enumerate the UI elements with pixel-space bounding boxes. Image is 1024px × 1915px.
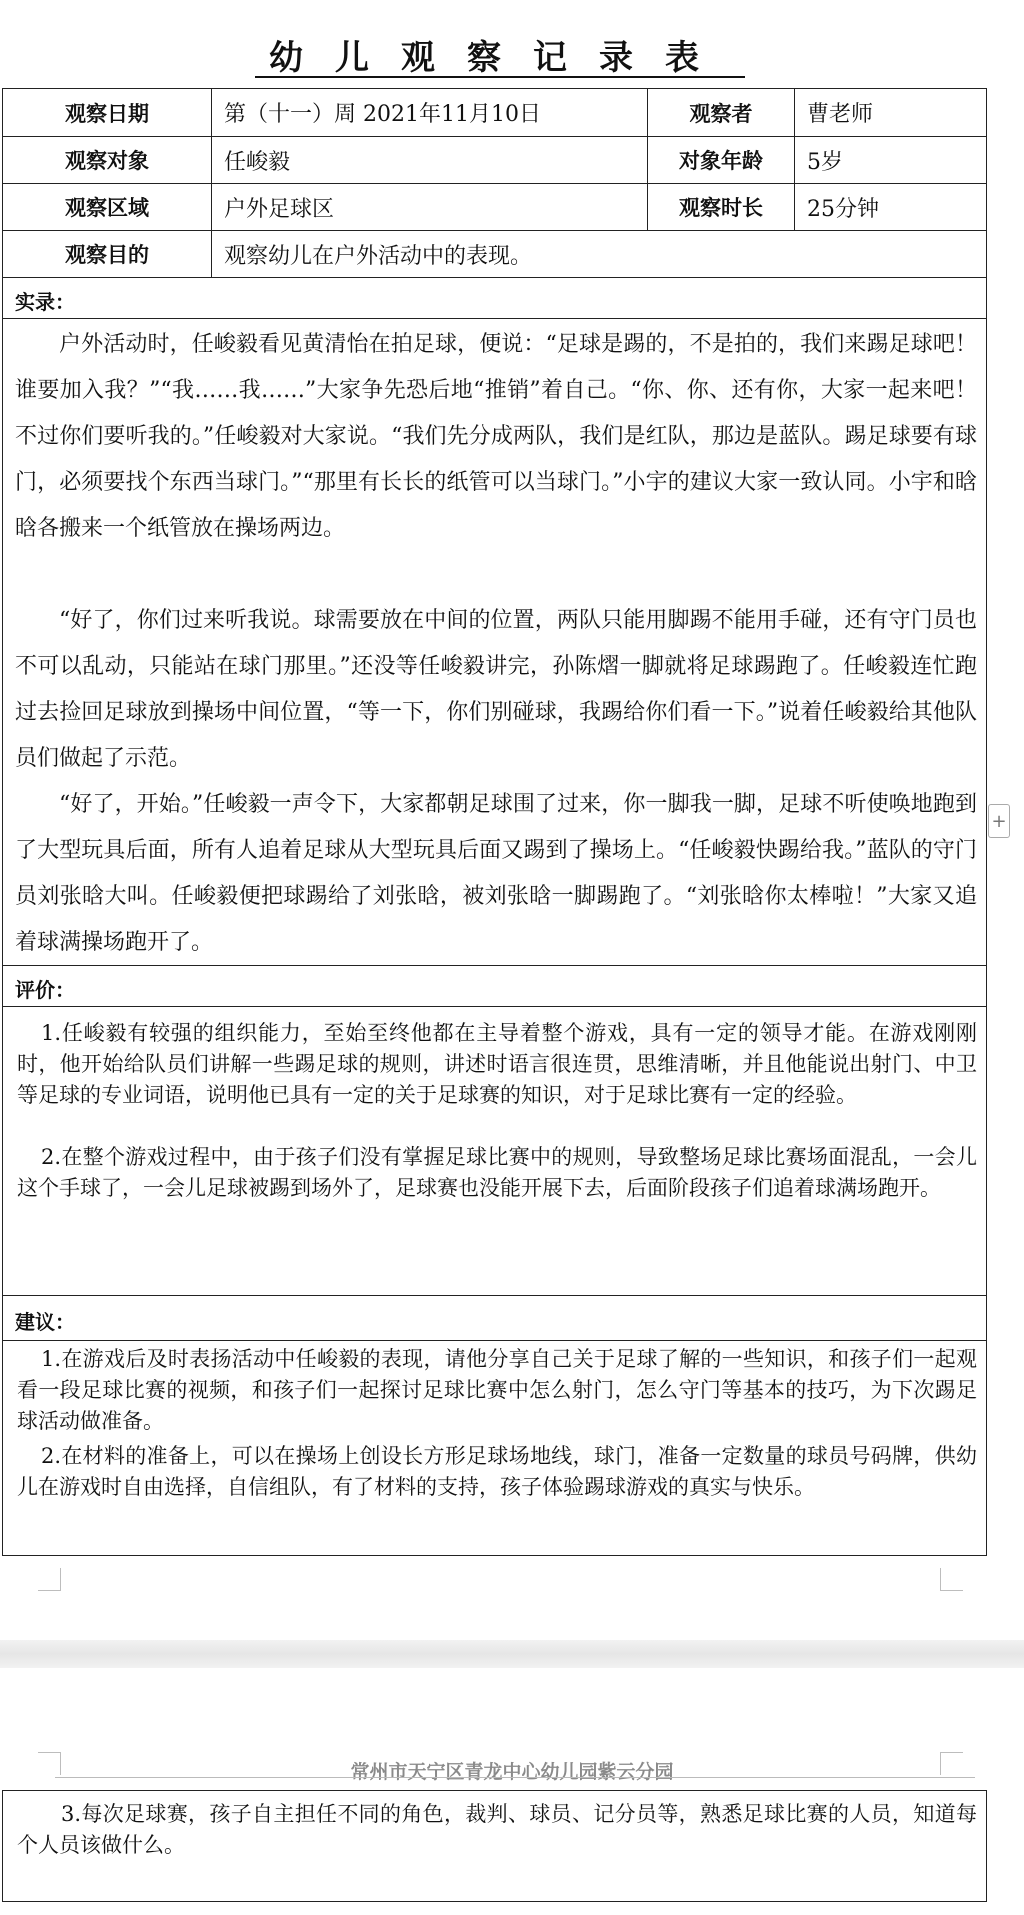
observer-label: 观察者 [647, 89, 794, 136]
observer-value: 曹老师 [794, 89, 986, 136]
duration-value: 25分钟 [794, 184, 986, 230]
corner-mark [940, 1568, 963, 1591]
evaluation-paragraph-1: 1.任峻毅有较强的组织能力，至始至终他都在主导着整个游戏，具有一定的领导才能。在游戏刚刚时，他开始给队员们讲解一些踢足球的规则，讲述时语言很连贯，思维清晰，并且他能说出射门、中卫等足球的专业词语，说明他已具有一定的关于足球赛的知识，对于足球比赛有一定的经验。 [17, 1021, 977, 1107]
purpose-value: 观察幼儿在户外活动中的表现。 [211, 231, 986, 277]
duration-label: 观察时长 [647, 184, 794, 230]
evaluation-heading: 评价： [15, 978, 75, 1002]
row-purpose [3, 230, 986, 277]
row-subject [3, 136, 986, 183]
record-paragraph-3: “好了，开始。”任峻毅一声令下，大家都朝足球围了过来，你一脚我一脚，足球不听使唤地跑到了大型玩具后面，所有人追着足球从大型玩具后面又踢到了操场上。“任峻毅快踢给我。”蓝队的守门员刘张晗大叫。任峻毅便把球踢给了刘张晗，被刘张晗一脚踢跑了。“刘张晗你太棒啦！”大家又追着球满操场跑开了。 [15, 792, 977, 955]
purpose-label: 观察目的 [65, 243, 149, 267]
expand-button[interactable]: + [988, 804, 1010, 838]
page-header-text: 常州市天宁区青龙中心幼儿园紫云分园 [350, 1761, 674, 1783]
record-section [3, 277, 986, 965]
title-underline [255, 76, 745, 78]
row-area [3, 183, 986, 230]
subject-label: 观察对象 [65, 149, 149, 173]
subject-value: 任峻毅 [211, 137, 647, 183]
page-title: 幼儿观察记录表 [269, 38, 731, 78]
page-header-line [55, 1777, 975, 1778]
row-date [3, 89, 986, 136]
suggestion-paragraph-2: 2.在材料的准备上，可以在操场上创设长方形足球场地线，球门，准备一定数量的球员号码牌，供幼儿在游戏时自由选择，自信组队，有了材料的支持，孩子体验踢球游戏的真实与快乐。 [17, 1444, 977, 1499]
date-value: 第（十一）周 2021年11月10日 [211, 89, 647, 136]
area-value: 户外足球区 [211, 184, 647, 230]
age-label: 对象年龄 [647, 137, 794, 183]
suggestion-paragraph-1: 1.在游戏后及时表扬活动中任峻毅的表现，请他分享自己关于足球了解的一些知识，和孩子们一起观看一段足球比赛的视频，和孩子们一起探讨足球比赛中怎么射门，怎么守门等基本的技巧，为下次踢足球活动做准备。 [17, 1347, 977, 1433]
area-label: 观察区域 [65, 196, 149, 220]
suggestion-paragraph-3: 3.每次足球赛，孩子自主担任不同的角色，裁判、球员、记分员等，熟悉足球比赛的人员，知道每个人员该做什么。 [17, 1802, 977, 1857]
corner-mark [38, 1568, 61, 1591]
evaluation-paragraph-2: 2.在整个游戏过程中，由于孩子们没有掌握足球比赛中的规则，导致整场足球比赛场面混乱，一会儿这个手球了，一会儿足球被踢到场外了，足球赛也没能开展下去，后面阶段孩子们追着球满场跑开。 [17, 1145, 977, 1200]
date-label: 观察日期 [65, 101, 149, 126]
suggestion-heading: 建议： [15, 1310, 75, 1334]
page-break [0, 1640, 1024, 1668]
suggestion-section [3, 1295, 986, 1557]
record-paragraph-1: 户外活动时，任峻毅看见黄清怡在拍足球，便说：“足球是踢的，不是拍的，我们来踢足球吧！谁要加入我？”“我……我……”大家争先恐后地“推销”着自己。“你、你、还有你，大家一起来吧！不过你们要听我的。”任峻毅对大家说。“我们先分成两队，我们是红队，那边是蓝队。踢足球要有球门，必须要找个东西当球门。”“那里有长长的纸管可以当球门。”小宇的建议大家一致认同。小宇和晗晗各搬来一个纸管放在操场两边。 [15, 332, 977, 541]
record-paragraph-2: “好了，你们过来听我说。球需要放在中间的位置，两队只能用脚踢不能用手碰，还有守门员也不可以乱动，只能站在球门那里。”还没等任峻毅讲完，孙陈熠一脚就将足球踢跑了。任峻毅连忙跑过去捡回足球放到操场中间位置，“等一下，你们别碰球，我踢给你们看一下。”说着任峻毅给其他队员们做起了示范。 [15, 608, 977, 771]
observation-table [2, 88, 987, 1556]
suggestion-continued-table [2, 1790, 987, 1902]
evaluation-section [3, 965, 986, 1295]
record-heading: 实录： [15, 290, 75, 314]
age-value: 5岁 [794, 137, 986, 183]
